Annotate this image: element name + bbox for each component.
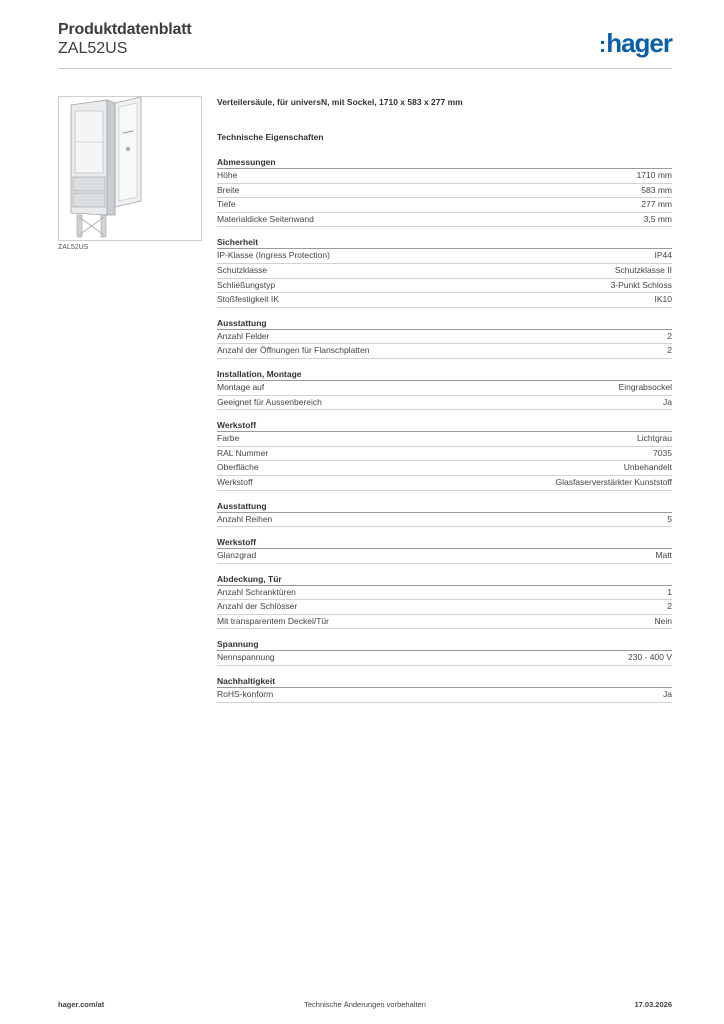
spec-label: Schutzklasse (217, 264, 268, 275)
spec-row (217, 264, 672, 279)
spec-label: Stoßfestigkeit IK (217, 294, 279, 305)
spec-value: 5 (667, 513, 672, 524)
spec-value: 230 - 400 V (628, 652, 672, 663)
technical-properties-heading: Technische Eigenschaften (217, 132, 324, 142)
spec-row (217, 447, 672, 462)
spec-value: 2 (667, 330, 672, 341)
spec-label: Anzahl der Öffnungen für Flanschplatten (217, 345, 370, 356)
spec-value: Glasfaserverstärkter Kunststoff (555, 476, 672, 487)
spec-value: 3,5 mm (643, 213, 672, 224)
spec-section (217, 574, 672, 630)
spec-row (217, 344, 672, 359)
spec-row (217, 213, 672, 228)
product-image (58, 96, 202, 241)
spec-value: 277 mm (641, 199, 672, 210)
spec-label: RoHS-konform (217, 689, 274, 700)
spec-section (217, 420, 672, 490)
spec-label: Geeignet für Aussenbereich (217, 396, 322, 407)
spec-value: Lichtgrau (637, 433, 672, 444)
logo-text: hager (606, 28, 672, 58)
spec-label: Schließungstyp (217, 279, 276, 290)
image-caption: ZAL52US (58, 244, 89, 251)
spec-row (217, 513, 672, 528)
spec-row (217, 476, 672, 491)
spec-label: Montage auf (217, 381, 265, 392)
spec-value: 7035 (653, 447, 672, 458)
spec-sections (217, 157, 672, 703)
spec-value: IK10 (654, 294, 672, 305)
distribution-cabinet-illustration (59, 97, 201, 240)
spec-value: Nein (654, 615, 672, 626)
spec-label: IP-Klasse (Ingress Protection) (217, 250, 330, 261)
spec-value: IP44 (654, 250, 672, 261)
spec-section (217, 676, 672, 703)
footer-website: hager.com/at (58, 1000, 105, 1009)
section-title: Abdeckung, Tür (217, 574, 672, 586)
spec-label: Anzahl Felder (217, 330, 270, 341)
header-divider (58, 68, 672, 69)
spec-label: Farbe (217, 433, 240, 444)
spec-row (217, 169, 672, 184)
spec-value: 583 mm (641, 184, 672, 195)
spec-row (217, 249, 672, 264)
spec-section (217, 318, 672, 359)
footer-date: 17.03.2026 (634, 1000, 672, 1009)
spec-label: Oberfläche (217, 462, 259, 473)
spec-row (217, 600, 672, 615)
spec-value: Ja (663, 689, 672, 700)
spec-value: Unbehandelt (623, 462, 672, 473)
spec-label: Werkstoff (217, 476, 253, 487)
product-code: ZAL52US (58, 40, 128, 57)
spec-row (217, 396, 672, 411)
spec-row (217, 279, 672, 294)
spec-label: Materialdicke Seitenwand (217, 213, 314, 224)
page-header (58, 20, 672, 68)
spec-label: Nennspannung (217, 652, 275, 663)
spec-row (217, 184, 672, 199)
spec-row (217, 615, 672, 630)
spec-row (217, 432, 672, 447)
spec-value: Schutzklasse II (614, 264, 672, 275)
spec-section (217, 237, 672, 307)
spec-row (217, 293, 672, 308)
section-title: Sicherheit (217, 237, 672, 249)
section-title: Werkstoff (217, 420, 672, 432)
footer-disclaimer: Technische Änderungen vorbehalten (304, 1000, 426, 1009)
spec-label: Anzahl Schranktüren (217, 586, 296, 597)
product-description: Verteilersäule, für universN, mit Sockel, 1710 x 583 x 277 mm (217, 97, 463, 107)
spec-label: Breite (217, 184, 240, 195)
spec-label: Tiefe (217, 199, 236, 210)
spec-section (217, 501, 672, 528)
spec-row (217, 381, 672, 396)
page-title: Produktdatenblatt (58, 21, 192, 38)
spec-row (217, 330, 672, 345)
spec-row (217, 688, 672, 703)
spec-value: 2 (667, 345, 672, 356)
spec-row (217, 549, 672, 564)
spec-label: Mit transparentem Deckel/Tür (217, 615, 329, 626)
section-title: Ausstattung (217, 318, 672, 330)
spec-value: 1 (667, 586, 672, 597)
spec-row (217, 586, 672, 601)
section-title: Abmessungen (217, 157, 672, 169)
hager-logo: :hager (598, 28, 672, 58)
section-title: Ausstattung (217, 501, 672, 513)
section-title: Nachhaltigkeit (217, 676, 672, 688)
spec-label: Glanzgrad (217, 550, 257, 561)
spec-section (217, 157, 672, 227)
spec-value: Eingrabsockel (618, 381, 672, 392)
spec-label: Anzahl Reihen (217, 513, 273, 524)
spec-row (217, 198, 672, 213)
spec-row (217, 651, 672, 666)
spec-value: Matt (655, 550, 672, 561)
spec-section (217, 639, 672, 666)
spec-value: 3-Punkt Schloss (610, 279, 672, 290)
spec-row (217, 461, 672, 476)
spec-label: Höhe (217, 170, 238, 180)
spec-label: Anzahl der Schlösser (217, 601, 298, 612)
spec-label: RAL Nummer (217, 447, 269, 458)
spec-value: Ja (663, 396, 672, 407)
section-title: Spannung (217, 639, 672, 651)
section-title: Installation, Montage (217, 369, 672, 381)
spec-section (217, 369, 672, 410)
spec-section (217, 537, 672, 564)
section-title: Werkstoff (217, 537, 672, 549)
spec-value: 2 (667, 601, 672, 612)
spec-value: 1710 mm (636, 170, 672, 180)
product-details (217, 96, 672, 703)
